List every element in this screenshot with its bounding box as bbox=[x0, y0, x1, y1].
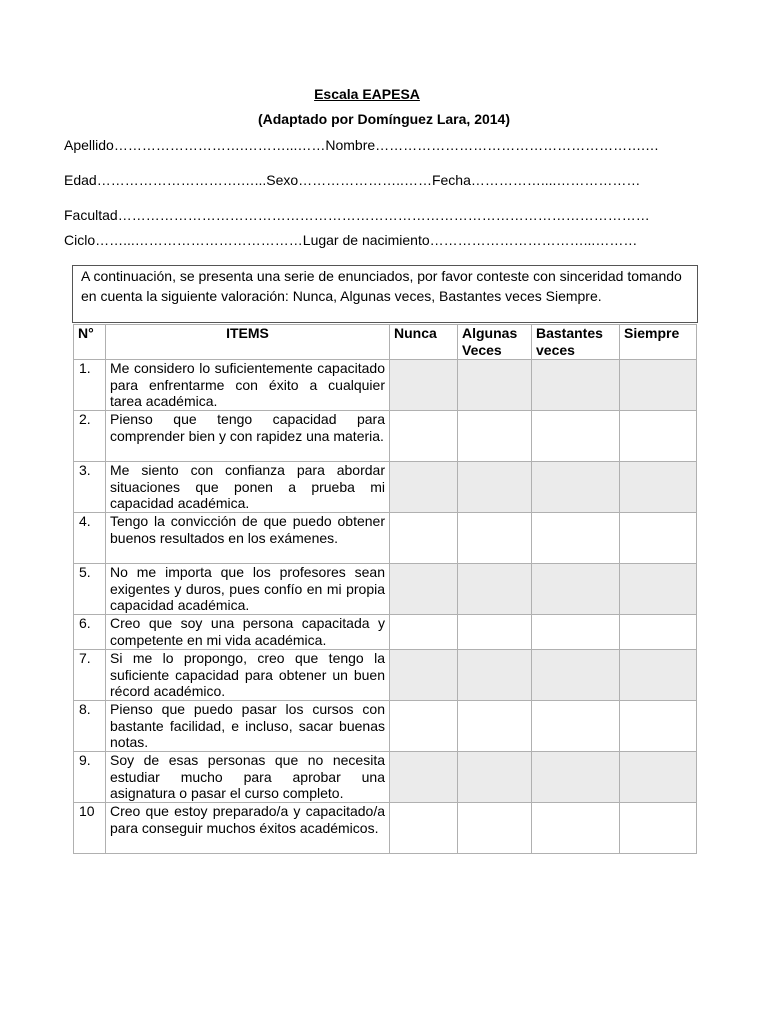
response-cell-bastantes-veces[interactable] bbox=[532, 701, 620, 752]
response-cell-algunas-veces[interactable] bbox=[458, 411, 532, 462]
header-siempre: Siempre bbox=[620, 325, 697, 360]
response-cell-algunas-veces[interactable] bbox=[458, 564, 532, 615]
field-apellido-nombre[interactable]: Apellido……………………….………...……Nombre………………………………………………….… bbox=[64, 137, 660, 153]
table-row bbox=[74, 513, 697, 564]
item-number: 3. bbox=[74, 462, 106, 513]
response-cell-bastantes-veces[interactable] bbox=[532, 513, 620, 564]
document-title: Escala EAPESA bbox=[314, 86, 420, 102]
item-number: 9. bbox=[74, 752, 106, 803]
table-row bbox=[74, 411, 697, 462]
item-number: 4. bbox=[74, 513, 106, 564]
response-cell-bastantes-veces[interactable] bbox=[532, 752, 620, 803]
response-cell-siempre[interactable] bbox=[620, 462, 697, 513]
field-ciclo-lugar[interactable]: Ciclo……...………………………………Lugar de nacimiento……………………………...……… bbox=[64, 232, 638, 248]
response-cell-bastantes-veces[interactable] bbox=[532, 564, 620, 615]
response-cell-nunca[interactable] bbox=[390, 701, 458, 752]
item-text: Soy de esas personas que no necesita estudiar mucho para aprobar una asignatura o pasar el curso completo. bbox=[106, 752, 390, 803]
response-cell-nunca[interactable] bbox=[390, 411, 458, 462]
response-cell-algunas-veces[interactable] bbox=[458, 803, 532, 854]
table-row bbox=[74, 701, 697, 752]
response-cell-algunas-veces[interactable] bbox=[458, 701, 532, 752]
response-cell-nunca[interactable] bbox=[390, 803, 458, 854]
header-algunas-veces: Algunas Veces bbox=[458, 325, 532, 360]
response-cell-algunas-veces[interactable] bbox=[458, 650, 532, 701]
response-cell-algunas-veces[interactable] bbox=[458, 615, 532, 650]
response-cell-siempre[interactable] bbox=[620, 615, 697, 650]
table-row bbox=[74, 360, 697, 411]
item-number: 2. bbox=[74, 411, 106, 462]
header-items: ITEMS bbox=[106, 325, 390, 360]
response-cell-siempre[interactable] bbox=[620, 360, 697, 411]
table-header-row bbox=[74, 325, 697, 360]
document-subtitle: (Adaptado por Domínguez Lara, 2014) bbox=[257, 111, 511, 127]
item-text: Tengo la convicción de que puedo obtener buenos resultados en los exámenes. bbox=[106, 513, 390, 564]
response-cell-siempre[interactable] bbox=[620, 411, 697, 462]
header-nunca: Nunca bbox=[390, 325, 458, 360]
item-text: Me siento con confianza para abordar situaciones que ponen a prueba mi capacidad académica. bbox=[106, 462, 390, 513]
item-text: Si me lo propongo, creo que tengo la suficiente capacidad para obtener un buen récord académico. bbox=[106, 650, 390, 701]
item-text: Creo que soy una persona capacitada y competente en mi vida académica. bbox=[106, 615, 390, 650]
item-text: No me importa que los profesores sean exigentes y duros, pues confío en mi propia capacidad académica. bbox=[106, 564, 390, 615]
response-cell-bastantes-veces[interactable] bbox=[532, 462, 620, 513]
response-cell-algunas-veces[interactable] bbox=[458, 752, 532, 803]
field-edad-sexo-fecha[interactable]: Edad………………………….…...Sexo…………………..……Fecha……………....……………… bbox=[64, 172, 641, 188]
response-cell-nunca[interactable] bbox=[390, 513, 458, 564]
response-cell-nunca[interactable] bbox=[390, 462, 458, 513]
table-row bbox=[74, 564, 697, 615]
item-number: 5. bbox=[74, 564, 106, 615]
item-text: Pienso que puedo pasar los cursos con bastante facilidad, e incluso, sacar buenas notas. bbox=[106, 701, 390, 752]
item-text: Pienso que tengo capacidad para comprender bien y con rapidez una materia. bbox=[106, 411, 390, 462]
header-bastantes-veces: Bastantes veces bbox=[532, 325, 620, 360]
response-cell-bastantes-veces[interactable] bbox=[532, 615, 620, 650]
item-text: Me considero lo suficientemente capacitado para enfrentarme con éxito a cualquier tarea académica. bbox=[106, 360, 390, 411]
response-cell-algunas-veces[interactable] bbox=[458, 360, 532, 411]
item-number: 7. bbox=[74, 650, 106, 701]
response-cell-siempre[interactable] bbox=[620, 650, 697, 701]
response-cell-nunca[interactable] bbox=[390, 752, 458, 803]
response-cell-bastantes-veces[interactable] bbox=[532, 411, 620, 462]
response-cell-algunas-veces[interactable] bbox=[458, 513, 532, 564]
response-cell-nunca[interactable] bbox=[390, 564, 458, 615]
table-row bbox=[74, 752, 697, 803]
instructions-box: A continuación, se presenta una serie de enunciados, por favor conteste con sinceridad tomando en cuenta la siguiente valoración: Nunca, Algunas veces, Bastantes veces Siempre. bbox=[72, 265, 698, 323]
table-row bbox=[74, 650, 697, 701]
table-row bbox=[74, 615, 697, 650]
response-cell-algunas-veces[interactable] bbox=[458, 462, 532, 513]
item-number: 1. bbox=[74, 360, 106, 411]
item-number: 8. bbox=[74, 701, 106, 752]
response-cell-siempre[interactable] bbox=[620, 803, 697, 854]
table-row bbox=[74, 462, 697, 513]
response-cell-nunca[interactable] bbox=[390, 650, 458, 701]
response-cell-nunca[interactable] bbox=[390, 615, 458, 650]
response-cell-bastantes-veces[interactable] bbox=[532, 360, 620, 411]
response-cell-siempre[interactable] bbox=[620, 701, 697, 752]
items-table bbox=[73, 324, 697, 854]
header-num: N° bbox=[74, 325, 106, 360]
table-row bbox=[74, 803, 697, 854]
field-facultad[interactable]: Facultad…………………………………………………………………………………………………… bbox=[64, 207, 650, 223]
response-cell-bastantes-veces[interactable] bbox=[532, 650, 620, 701]
item-number: 6. bbox=[74, 615, 106, 650]
response-cell-bastantes-veces[interactable] bbox=[532, 803, 620, 854]
response-cell-siempre[interactable] bbox=[620, 513, 697, 564]
response-cell-siempre[interactable] bbox=[620, 752, 697, 803]
response-cell-nunca[interactable] bbox=[390, 360, 458, 411]
response-cell-siempre[interactable] bbox=[620, 564, 697, 615]
item-text: Creo que estoy preparado/a y capacitado/a para conseguir muchos éxitos académicos. bbox=[106, 803, 390, 854]
item-number: 10 bbox=[74, 803, 106, 854]
